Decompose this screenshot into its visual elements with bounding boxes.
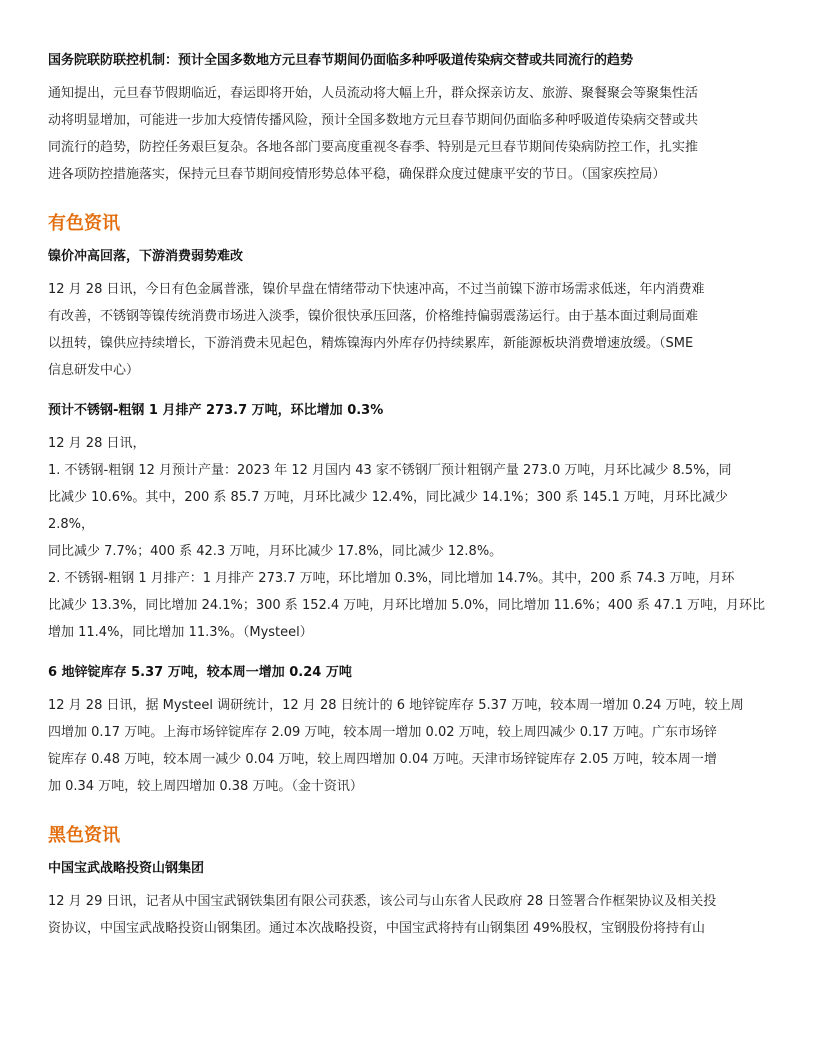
news-line: 加 0.34 万吨，较上周四增加 0.38 万吨。（金十资讯） (48, 779, 363, 794)
news-body (48, 80, 768, 188)
news-title: 6 地锌锭库存 5.37 万吨，较本周一增加 0.24 万吨 (48, 665, 352, 680)
news-line: 信息研发中心） (48, 363, 140, 378)
news-line: 12 月 28 日讯， (48, 436, 146, 451)
document-page (48, 50, 768, 942)
news-line: 同比减少 7.7%；400 系 42.3 万吨，月环比减少 17.8%，同比减少 12.8%。 (48, 544, 503, 559)
news-body (48, 276, 768, 384)
section-heading-ferrous: 黑色资讯 (48, 825, 120, 846)
news-line: 12 月 28 日讯，今日有色金属普涨，镍价早盘在情绪带动下快速冲高，不过当前镍下游市场需求低迷，年内消费难 (48, 282, 705, 297)
news-line: 12 月 28 日讯，据 Mysteel 调研统计，12 月 28 日统计的 6 地锌锭库存 5.37 万吨，较本周一增加 0.24 万吨，较上周 (48, 698, 744, 713)
news-title: 国务院联防联控机制：预计全国多数地方元旦春节期间仍面临多种呼吸道传染病交替或共同流行的趋势 (48, 53, 634, 68)
news-body (48, 888, 768, 942)
news-body (48, 430, 768, 646)
news-line: 以扭转，镍供应持续增长，下游消费未见起色，精炼镍海内外库存仍持续累库，新能源板块消费增速放缓。（SME (48, 336, 694, 351)
news-line: 资协议，中国宝武战略投资山钢集团。通过本次战略投资，中国宝武将持有山钢集团 49%股权，宝钢股份将持有山 (48, 921, 706, 936)
news-line: 同流行的趋势，防控任务艰巨复杂。各地各部门要高度重视冬春季、特别是元旦春节期间传染病防控工作，扎实推 (48, 140, 699, 155)
news-line: 有改善，不锈钢等镍传统消费市场进入淡季，镍价很快承压回落，价格维持偏弱震荡运行。由于基本面过剩局面难 (48, 309, 699, 324)
news-body (48, 692, 768, 800)
news-line: 通知提出，元旦春节假期临近，春运即将开始，人员流动将大幅上升，群众探亲访友、旅游、聚餐聚会等聚集性活 (48, 86, 699, 101)
news-line: 锭库存 0.48 万吨，较本周一减少 0.04 万吨，较上周四增加 0.04 万吨。天津市场锌锭库存 2.05 万吨，较本周一增 (48, 752, 717, 767)
news-title: 镍价冲高回落，下游消费弱势难改 (48, 249, 244, 264)
news-line: 比减少 10.6%。其中，200 系 85.7 万吨，月环比减少 12.4%，同比减少 14.1%；300 系 145.1 万吨，月环比减少 2.8%， (48, 490, 728, 532)
news-line: 增加 11.4%，同比增加 11.3%。（Mysteel） (48, 625, 313, 640)
news-line: 四增加 0.17 万吨。上海市场锌锭库存 2.09 万吨，较本周一增加 0.02 万吨，较上周四减少 0.17 万吨。广东市场锌 (48, 725, 717, 740)
news-line: 2. 不锈钢-粗钢 1 月排产：1 月排产 273.7 万吨，环比增加 0.3%，同比增加 14.7%。其中，200 系 74.3 万吨，月环 (48, 571, 735, 586)
section-heading-nonferrous: 有色资讯 (48, 213, 120, 234)
news-line: 12 月 29 日讯，记者从中国宝武钢铁集团有限公司获悉，该公司与山东省人民政府 28 日签署合作框架协议及相关投 (48, 894, 717, 909)
news-title: 预计不锈钢-粗钢 1 月排产 273.7 万吨，环比增加 0.3% (48, 403, 384, 418)
news-line: 比减少 13.3%，同比增加 24.1%；300 系 152.4 万吨，月环比增加 5.0%，同比增加 11.6%；400 系 47.1 万吨，月环比 (48, 598, 766, 613)
news-line: 动将明显增加，可能进一步加大疫情传播风险，预计全国多数地方元旦春节期间仍面临多种呼吸道传染病交替或共 (48, 113, 699, 128)
news-line: 1. 不锈钢-粗钢 12 月预计产量：2023 年 12 月国内 43 家不锈钢厂预计粗钢产量 273.0 万吨，月环比减少 8.5%，同 (48, 463, 732, 478)
news-line: 进各项防控措施落实，保持元旦春节期间疫情形势总体平稳，确保群众度过健康平安的节日。（国家疾控局） (48, 167, 666, 182)
news-title: 中国宝武战略投资山钢集团 (48, 861, 205, 876)
